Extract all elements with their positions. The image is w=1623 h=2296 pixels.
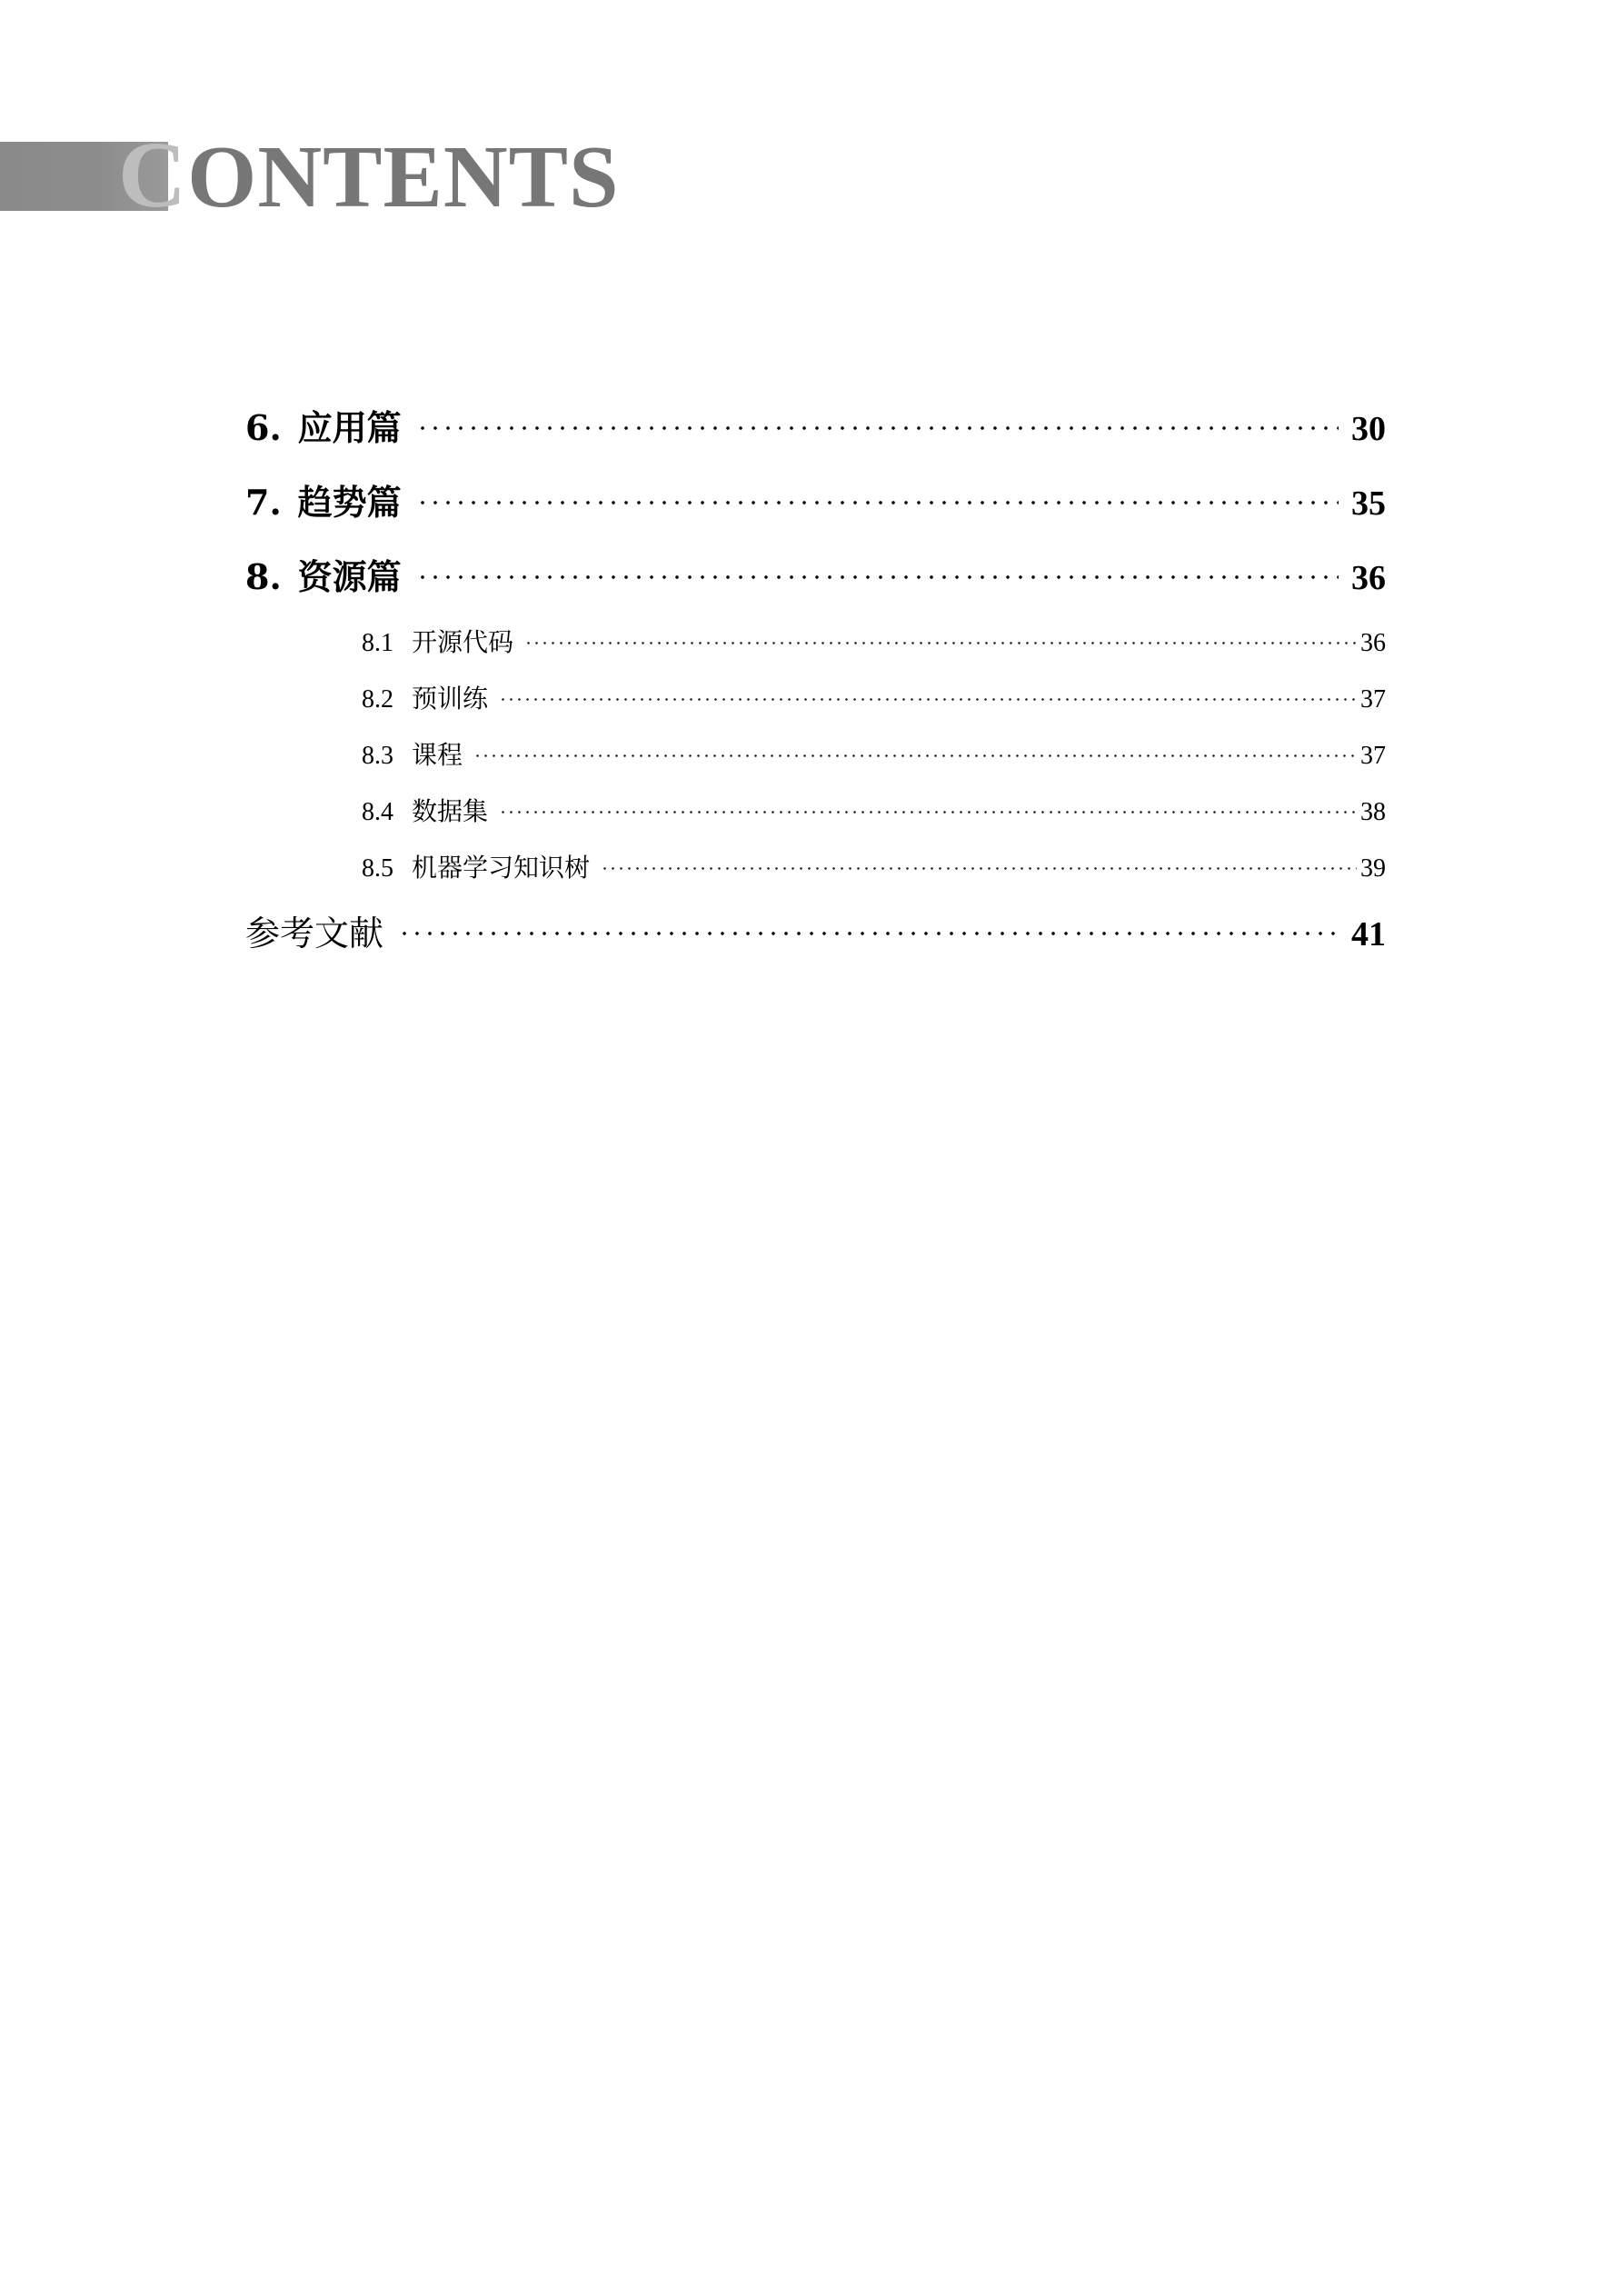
toc-entry-datasets[interactable] (245, 784, 1386, 840)
toc-entry-page: 36 (1360, 629, 1386, 657)
toc-entry-label: 参考文献 (245, 913, 384, 953)
toc-entry-label: 机器学习知识树 (412, 853, 591, 883)
toc-dot-leader (416, 480, 1339, 514)
toc-entry-number: 8.2 (362, 685, 393, 714)
toc-entry-label: 资源篇 (297, 557, 402, 597)
toc-entry-number: 8.4 (362, 798, 393, 826)
toc-entry-page: 37 (1360, 742, 1386, 770)
toc-entry-label: 数据集 (412, 796, 489, 826)
toc-entry-page: 36 (1351, 559, 1386, 597)
toc-entry-resources[interactable] (245, 540, 1386, 614)
toc-entry-courses[interactable] (245, 727, 1386, 784)
toc-entry-page: 38 (1360, 798, 1386, 826)
toc-dot-leader (473, 738, 1357, 764)
table-of-contents (245, 391, 1386, 971)
toc-entry-page: 41 (1351, 915, 1386, 953)
contents-heading-initial: C (118, 123, 188, 227)
toc-entry-pretraining[interactable] (245, 671, 1386, 727)
toc-entry-page: 37 (1360, 685, 1386, 714)
contents-heading (118, 125, 619, 225)
toc-entry-number: 8.5 (362, 854, 393, 883)
toc-entry-label: 开源代码 (412, 627, 514, 657)
toc-entry-label: 课程 (412, 740, 463, 770)
toc-entry-number: 7. (245, 482, 282, 523)
toc-entry-ml-knowledge-tree[interactable] (245, 840, 1386, 896)
toc-entry-label: 应用篇 (297, 408, 402, 448)
toc-entry-references[interactable] (245, 896, 1386, 971)
toc-entry-number: 8. (245, 556, 282, 597)
toc-entry-page: 35 (1351, 484, 1386, 523)
toc-dot-leader (601, 851, 1357, 876)
toc-entry-number: 8.1 (362, 629, 393, 657)
toc-dot-leader (398, 911, 1339, 945)
toc-entry-number: 8.3 (362, 742, 393, 770)
toc-entry-open-source-code[interactable] (245, 614, 1386, 671)
toc-entry-page: 39 (1360, 854, 1386, 883)
toc-entry-trends[interactable] (245, 465, 1386, 540)
contents-heading-rest: ONTENTS (187, 128, 620, 226)
toc-dot-leader (499, 682, 1357, 707)
toc-entry-applications[interactable] (245, 391, 1386, 465)
toc-entry-label: 预训练 (412, 684, 489, 714)
toc-entry-page: 30 (1351, 410, 1386, 448)
toc-entry-number: 6. (245, 407, 282, 448)
toc-dot-leader (524, 625, 1357, 651)
toc-dot-leader (416, 405, 1339, 440)
toc-dot-leader (416, 554, 1339, 589)
toc-dot-leader (499, 794, 1357, 820)
toc-entry-label: 趋势篇 (297, 483, 402, 523)
